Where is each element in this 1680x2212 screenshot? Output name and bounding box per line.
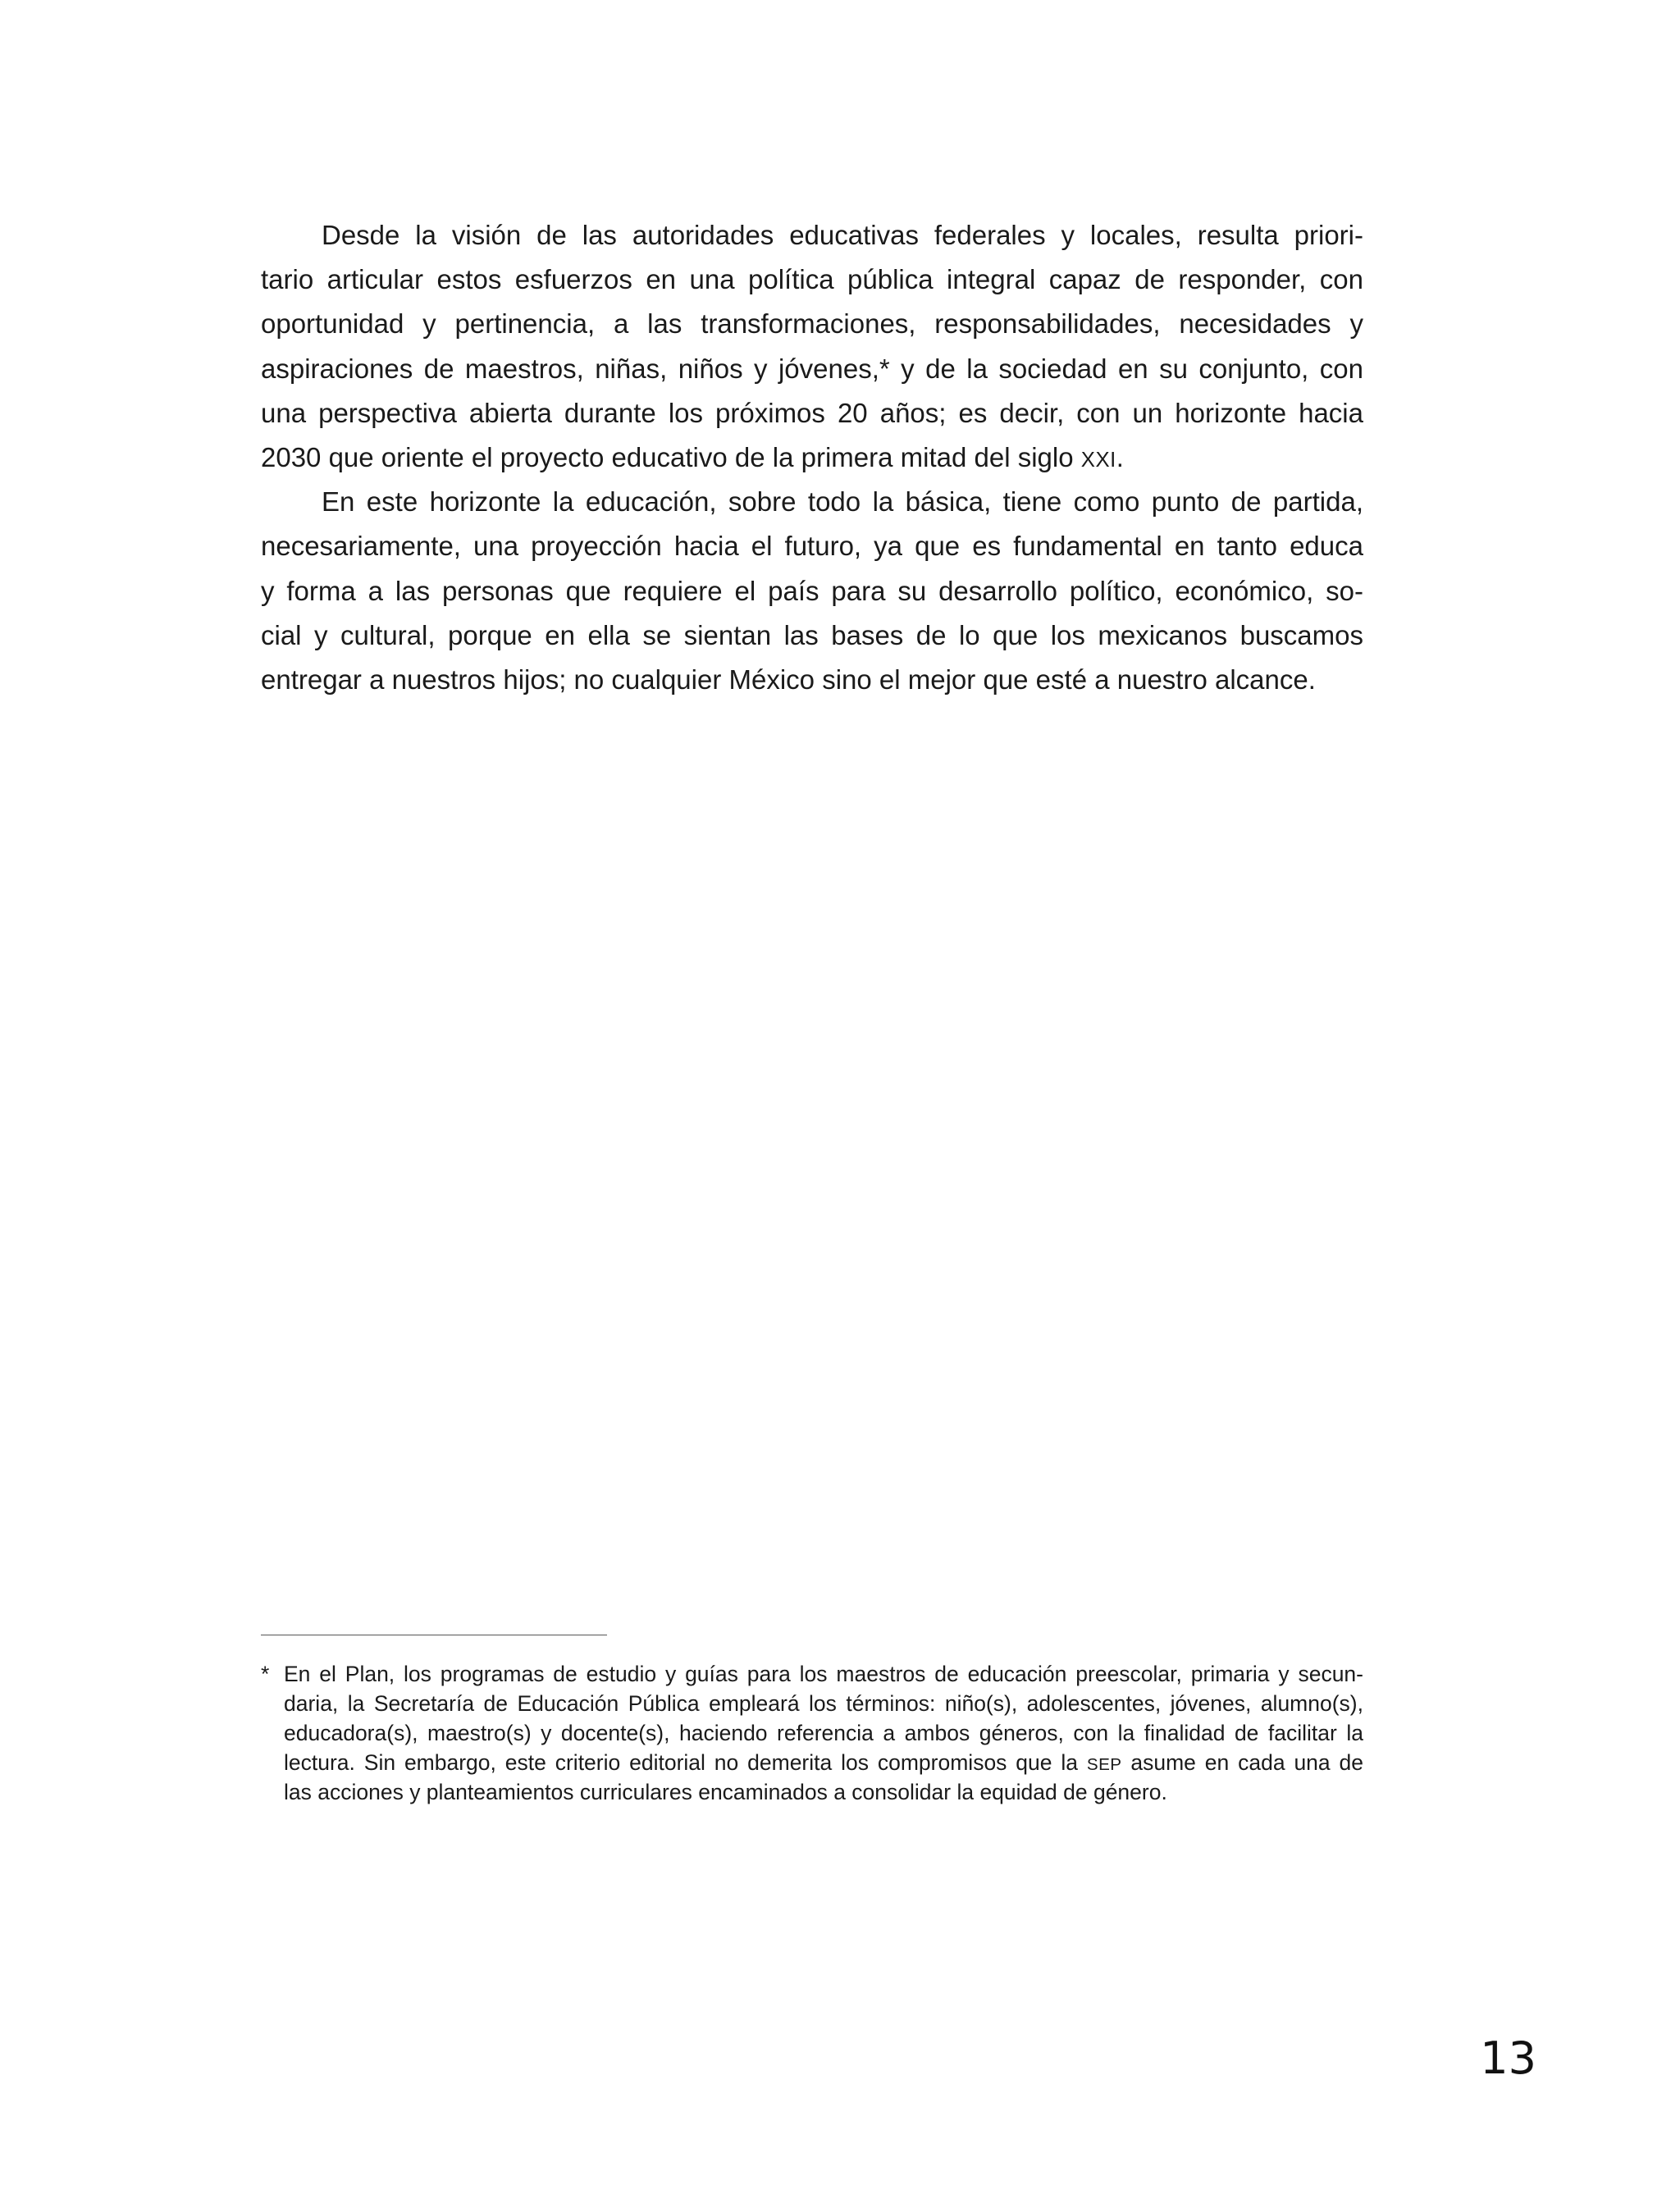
text-line: oportunidad y pertinencia, a las transformaciones, responsabilidades, necesidades y [261, 308, 1363, 340]
footnote-line: En el Plan, los programas de estudio y guías para los maestros de educación preescolar, primaria y secun- [284, 1662, 1363, 1686]
paragraph-1 [261, 213, 1363, 480]
century-numeral: XXI [1080, 448, 1116, 472]
text-fragment: . [1116, 441, 1124, 472]
text-line: aspiraciones de maestros, niñas, niños y jóvenes,* y de la sociedad en su conjunto, con [261, 353, 1363, 384]
page-number: 13 [1480, 2032, 1536, 2084]
footnote-line: educadora(s), maestro(s) y docente(s), haciendo referencia a ambos géneros, con la finalidad de facilitar la [284, 1720, 1363, 1745]
footnote-marker: * [261, 1662, 270, 1686]
text-line [261, 436, 1363, 480]
footnote-line: daria, la Secretaría de Educación Pública empleará los términos: niño(s), adolescentes, jóvenes, alumno(s), [284, 1690, 1363, 1716]
acronym: SEP [1086, 1754, 1122, 1774]
footnote-line [284, 1749, 1363, 1778]
text-fragment: 2030 que oriente el proyecto educativo de la primera mitad del siglo [261, 441, 1081, 472]
text-line: tario articular estos esfuerzos en una política pública integral capaz de responder, con [261, 264, 1363, 295]
paragraph-2 [261, 480, 1363, 702]
text-fragment: asume en cada una de [1121, 1749, 1364, 1775]
text-line: entregar a nuestros hijos; no cualquier México sino el mejor que esté a nuestro alcance. [261, 664, 1316, 695]
text-line: Desde la visión de las autoridades educativas federales y locales, resulta priori- [322, 220, 1363, 250]
text-line: y forma a las personas que requiere el país para su desarrollo político, económico, so- [261, 575, 1363, 606]
main-text [261, 213, 1363, 702]
footnote-line: las acciones y planteamientos curriculares encaminados a consolidar la equidad de género. [284, 1779, 1167, 1804]
footnote-text [284, 1660, 1363, 1807]
text-fragment: lectura. Sin embargo, este criterio editorial no demerita los compromisos que la [284, 1749, 1087, 1775]
text-line: necesariamente, una proyección hacia el futuro, ya que es fundamental en tanto educa [261, 531, 1363, 562]
text-line: una perspectiva abierta durante los próximos 20 años; es decir, con un horizonte hacia [261, 397, 1363, 428]
text-line: cial y cultural, porque en ella se sientan las bases de lo que los mexicanos buscamos [261, 619, 1363, 650]
text-line: En este horizonte la educación, sobre todo la básica, tiene como punto de partida, [322, 486, 1363, 518]
